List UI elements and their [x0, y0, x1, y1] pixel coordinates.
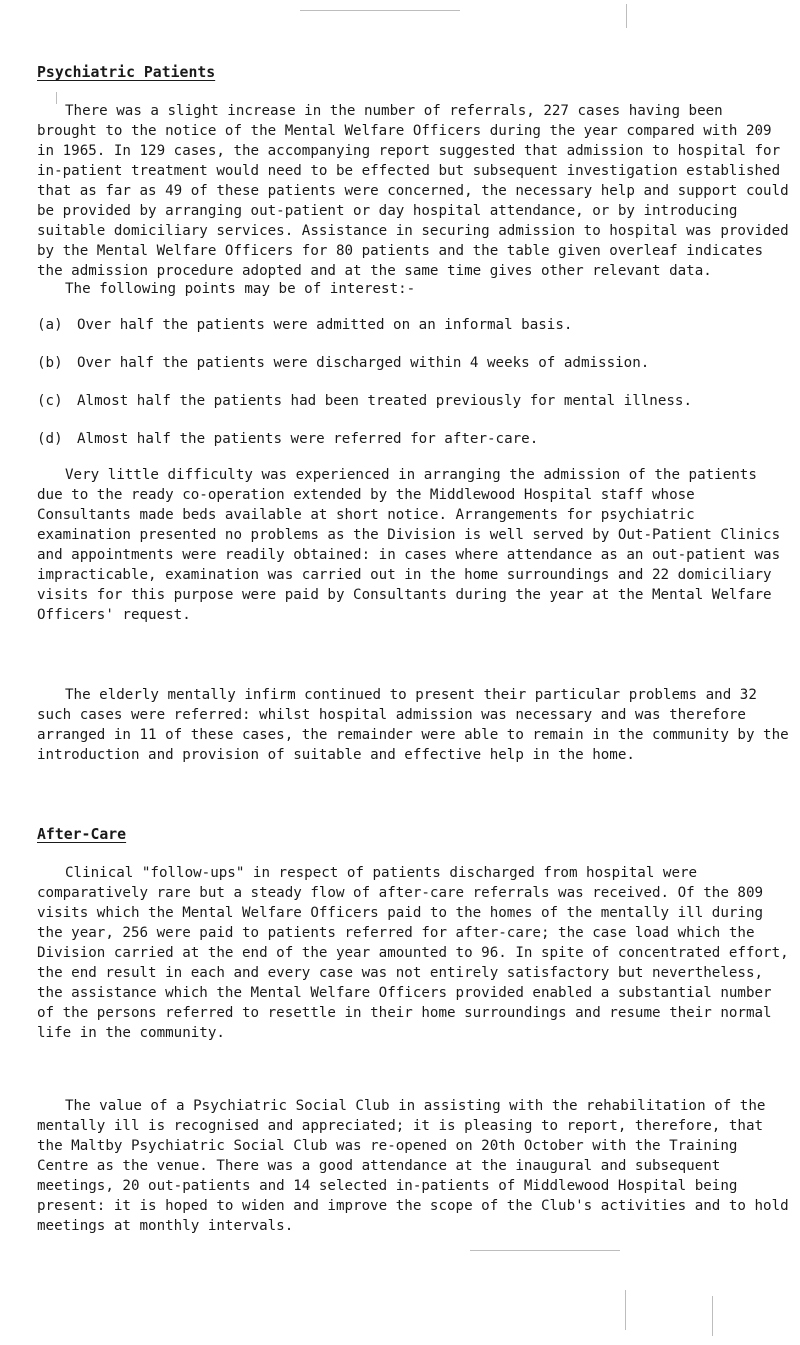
paragraph-referrals: There was a slight increase in the number of referrals, 227 cases having been brought to the notice of the Mental Welfare Officers during the year compared with 209 in 1965. In 129 cases, the accompanying report suggested that admission to hospital for in-patient treatment would need to be effected but subsequent investigation established that as far as 49 of these patients were concerned, the necessary help and support could be provided by arranging out-patient or day hospital attendance, or by introducing suitable domiciliary services. Assistance in securing admission to hospital was provided by the Mental Welfare Officers for 80 patients and the table given overleaf indicates the admission procedure adopted and at the same time gives other relevant data.	[37, 103, 789, 279]
paragraph-admission-arrangements: Very little difficulty was experienced in arranging the admission of the patients due to the ready co-operation extended by the Middlewood Hospital staff whose Consultants made beds available at short notice. Arrangements for psychiatric examination presented no problems as the Division is well served by Out-Patient Clinics and appointments were readily obtained: in cases where attendance as an out-patient was impracticable, examination was carried out in the home surroundings and 22 domiciliary visits for this purpose were paid by Consultants during the year at the Mental Welfare Officers' request.	[37, 467, 781, 623]
section-heading-after-care: After-Care	[37, 826, 127, 843]
list-item-d	[37, 429, 789, 449]
scan-mark	[300, 10, 460, 11]
paragraph-social-club: The value of a Psychiatric Social Club in assisting with the rehabilitation of the mentally ill is recognised and appreciated; it is pleasing to report, therefore, that the Maltby Psychiatric Social Club was re-opened on 20th October with the Training Centre as the venue. There was a good attendance at the inaugural and subsequent meetings, 20 out-patients and 14 selected in-patients of Middlewood Hospital being present: it is hoped to widen and improve the scope of the Club's activities and to hold meetings at monthly intervals.	[37, 1098, 789, 1234]
list-item-label: (b)	[37, 355, 63, 371]
section-heading-psychiatric-patients: Psychiatric Patients	[37, 64, 216, 81]
list-item-text: Over half the patients were discharged within 4 weeks of admission.	[77, 355, 650, 371]
scan-mark	[625, 1290, 626, 1330]
list-item-c	[37, 391, 789, 411]
paragraph-elderly-infirm: The elderly mentally infirm continued to present their particular problems and 32 such cases were referred: whilst hospital admission was necessary and was therefore arranged in 11 of these cases, the remainder were able to remain in the community by the introduction and provision of suitable and effective help in the home.	[37, 687, 789, 763]
list-item-b	[37, 353, 789, 373]
paragraph-after-care: Clinical "follow-ups" in respect of patients discharged from hospital were comparatively rare but a steady flow of after-care referrals was received. Of the 809 visits which the Mental Welfare Officers paid to the homes of the mentally ill during the year, 256 were paid to patients referred for after-care; the case load which the Division carried at the end of the year amounted to 96. In spite of concentrated effort, the end result in each and every case was not entirely satisfactory but nevertheless, the assistance which the Mental Welfare Officers provided enabled a substantial number of the persons referred to resettle in their home surroundings and resume their normal life in the community.	[37, 865, 789, 1041]
scan-mark	[470, 1250, 620, 1251]
list-item-label: (d)	[37, 431, 63, 447]
scan-mark	[626, 4, 627, 28]
list-item-text: Almost half the patients had been treated previously for mental illness.	[77, 393, 692, 409]
list-item-a	[37, 315, 789, 335]
list-item-text: Almost half the patients were referred for after-care.	[77, 431, 539, 447]
list-item-text: Over half the patients were admitted on an informal basis.	[77, 317, 573, 333]
paragraph-points-intro: The following points may be of interest:-	[65, 281, 416, 297]
list-item-label: (c)	[37, 393, 63, 409]
list-item-label: (a)	[37, 317, 63, 333]
scan-mark	[712, 1296, 713, 1336]
